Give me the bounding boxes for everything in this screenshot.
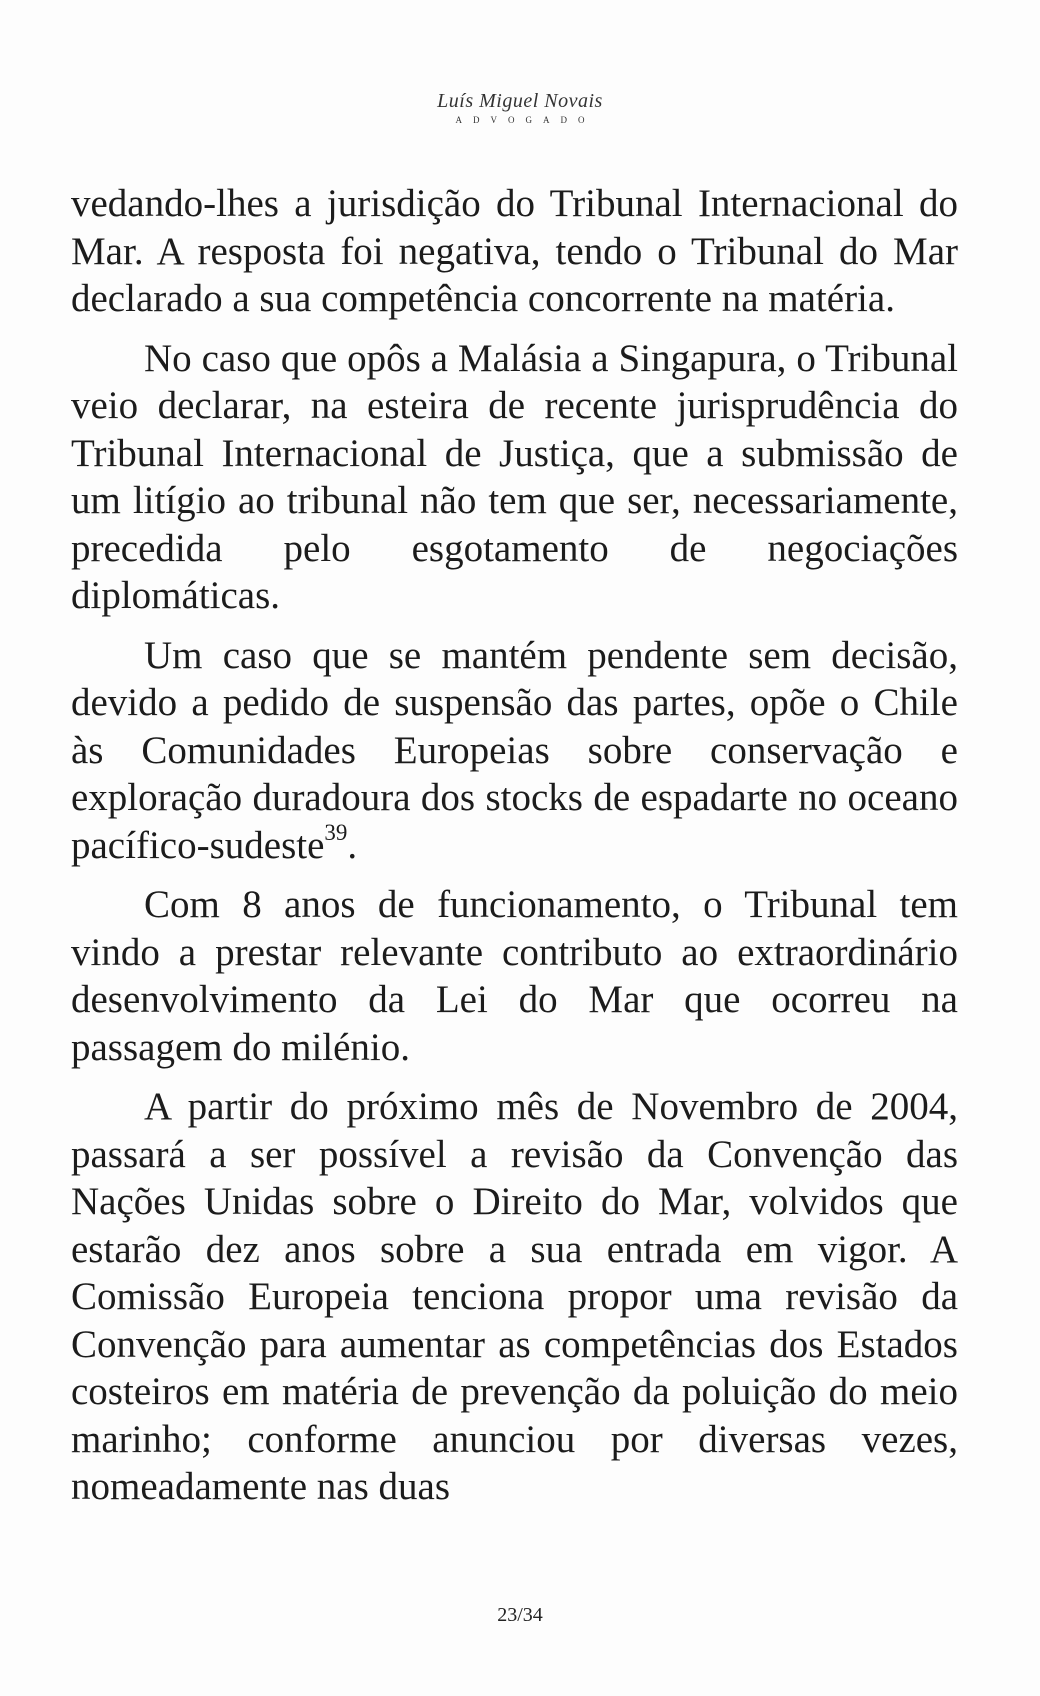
- paragraph-chile-case: [71, 632, 958, 870]
- body-text: [71, 180, 958, 1511]
- paragraph-malasia-singapura: No caso que opôs a Malásia a Singapura, o Tribunal veio declarar, na esteira de recente jurisprudência do Tribunal Internacional de Justiça, que a submissão de um litígio ao tribunal não tem que ser, necessariamente, precedida pelo esgotamento de negociações diplomáticas.: [71, 336, 958, 617]
- paragraph-tribunal-functioning: Com 8 anos de funcionamento, o Tribunal tem vindo a prestar relevante contributo ao extraordinário desenvolvimento da Lei do Mar que ocorreu na passagem do milénio.: [71, 883, 958, 1069]
- letterhead-title: ADVOGADO: [455, 115, 596, 125]
- page-number: 23/34: [497, 1604, 543, 1626]
- letterhead: [0, 88, 1040, 126]
- paragraph-convention-revision: A partir do próximo mês de Novembro de 2004, passará a ser possível a revisão da Convenção das Nações Unidas sobre o Direito do Mar, volvidos que estarão dez anos sobre a sua entrada em vigor. A Comissão Europeia tenciona propor uma revisão da Convenção para aumentar as competências dos Estados costeiros em matéria de prevenção da poluição do meio marinho; conforme anunciou por diversas vezes, nomeadamente nas duas: [71, 1085, 958, 1508]
- paragraph-chile-end: .: [347, 823, 358, 867]
- paragraph-continuation: vedando-lhes a jurisdição do Tribunal Internacional do Mar. A resposta foi negativa, tendo o Tribunal do Mar declarado a sua competência concorrente na matéria.: [71, 182, 958, 320]
- footnote-reference[interactable]: 39: [324, 819, 348, 845]
- letterhead-name: Luís Miguel Novais: [437, 90, 603, 112]
- paragraph-chile-text: Um caso que se mantém pendente sem decisão, devido a pedido de suspensão das partes, opõe o Chile às Comunidades Europeias sobre conservação e exploração duradoura dos stocks de espadarte no oceano pacífico-sudeste: [71, 633, 958, 867]
